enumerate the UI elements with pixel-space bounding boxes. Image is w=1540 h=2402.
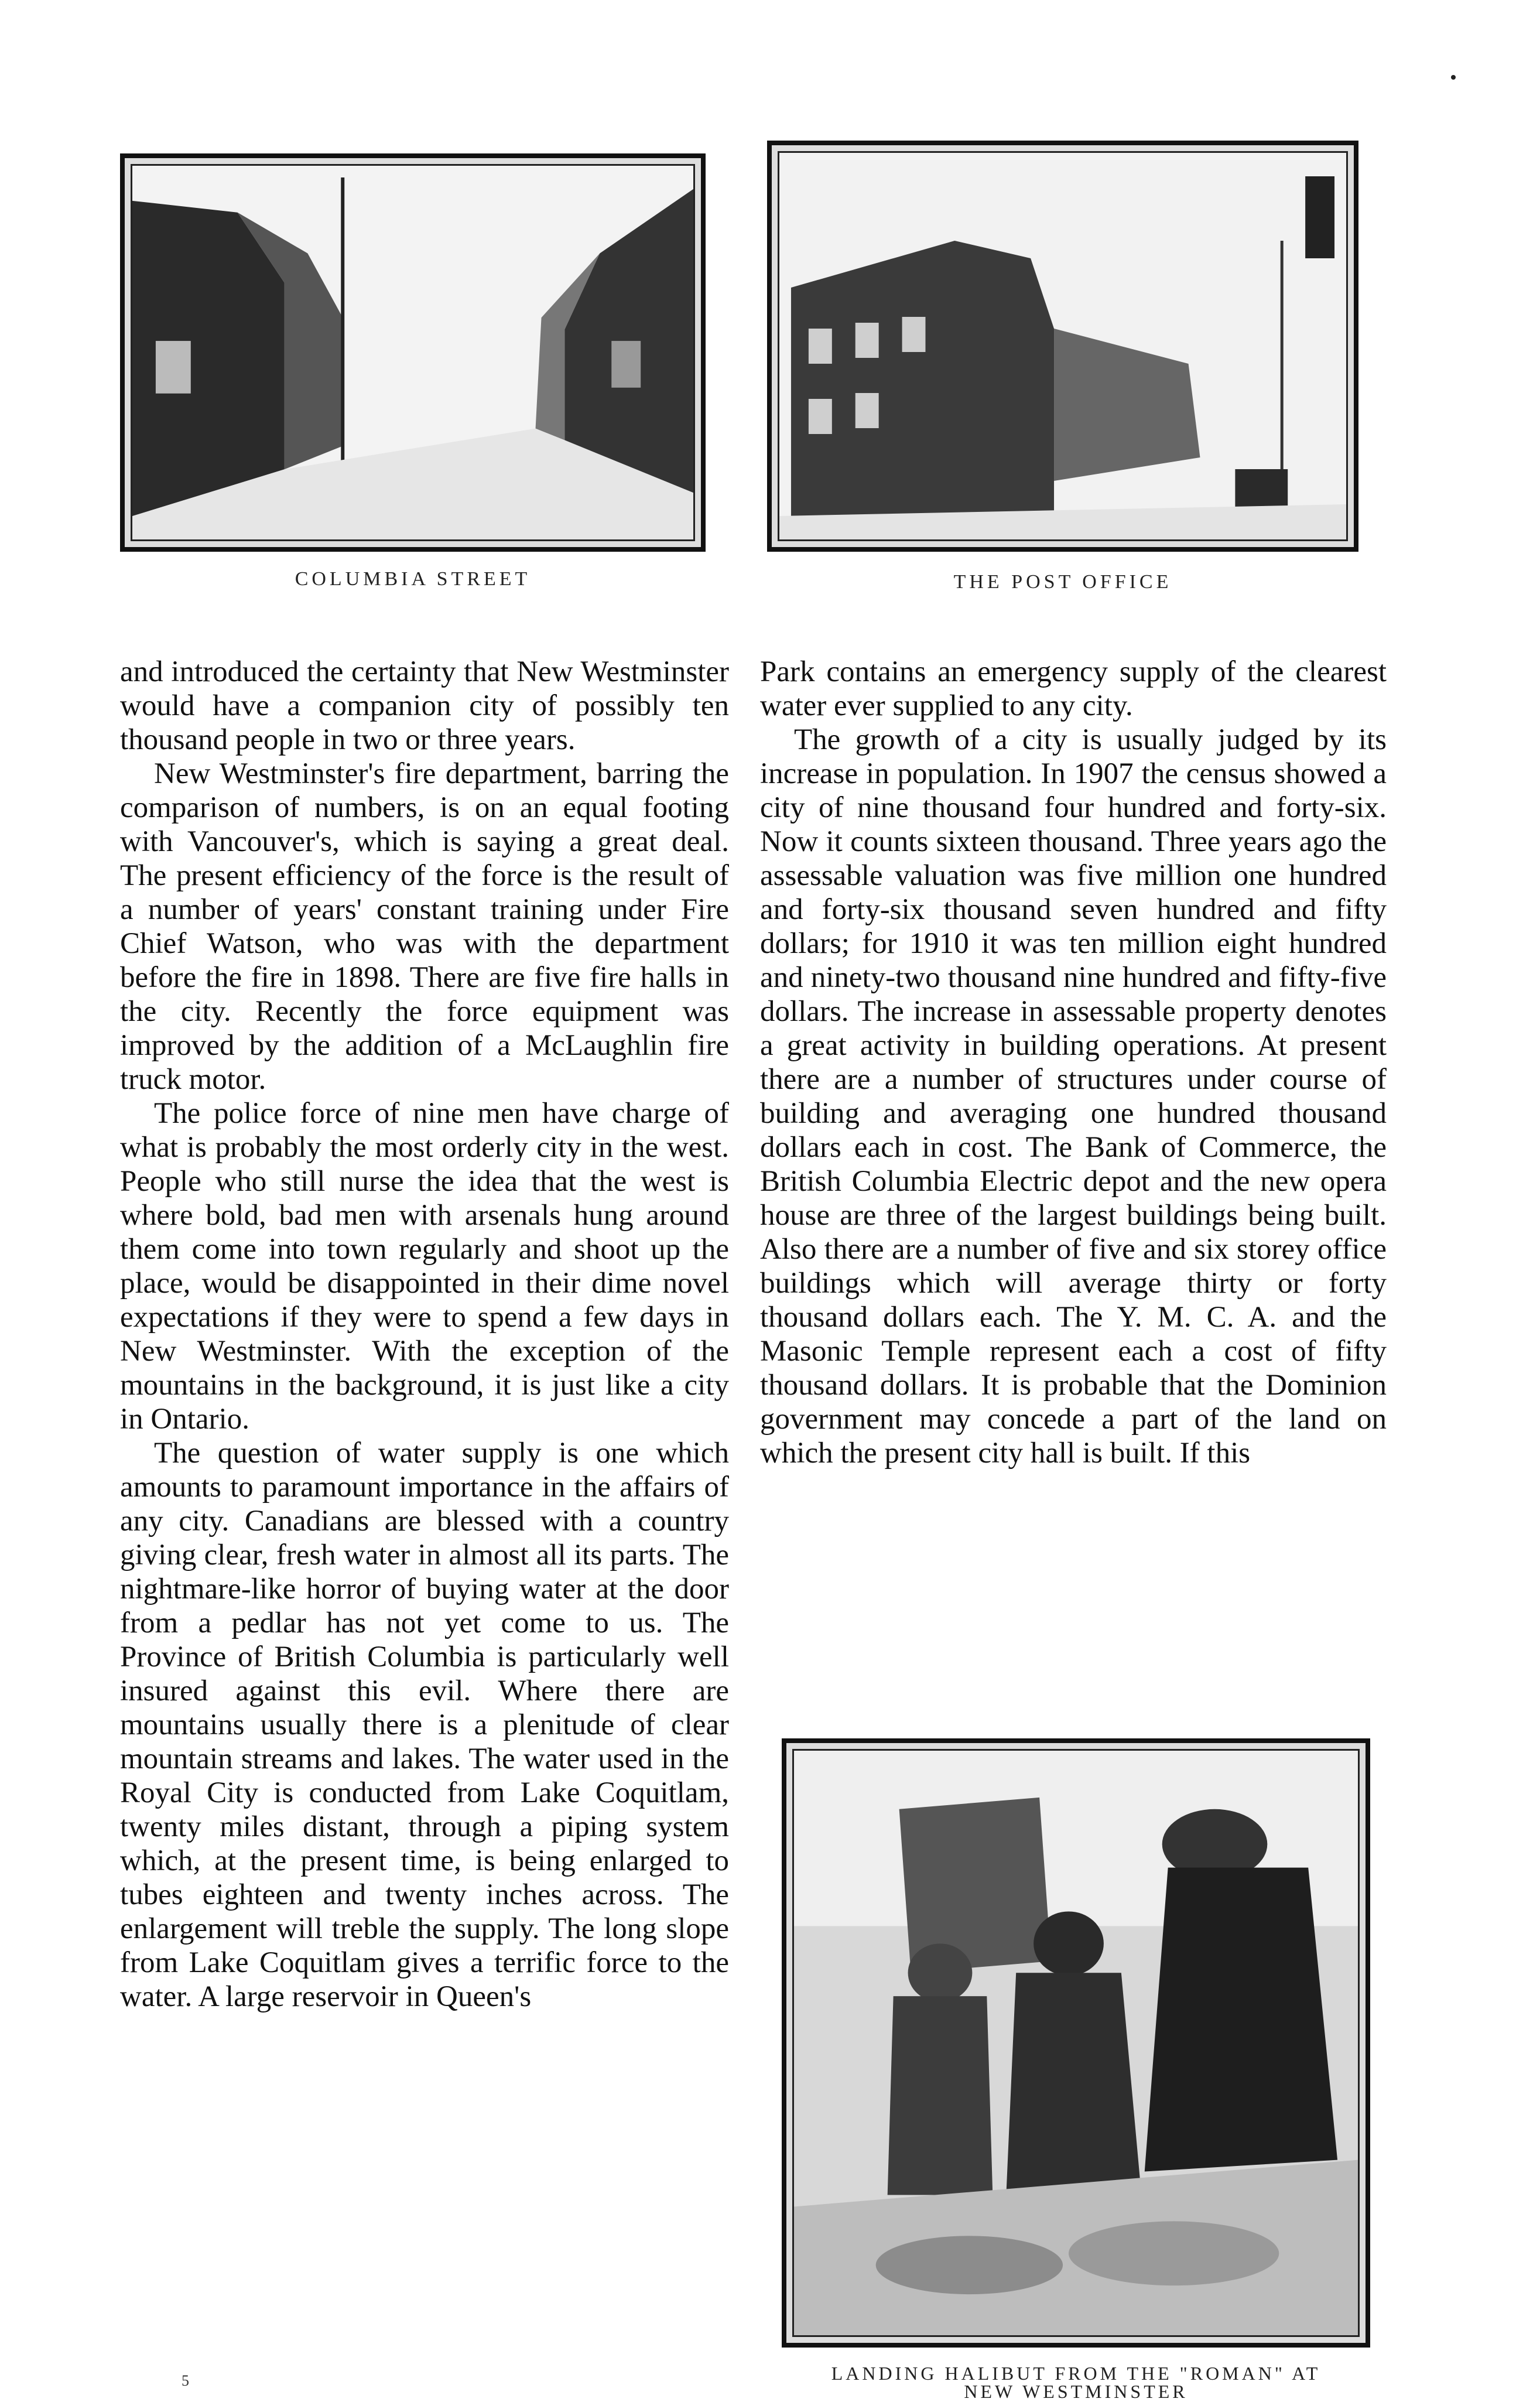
paragraph: Park contains an emergency supply of the clearest water ever supplied to any city. xyxy=(760,655,1387,722)
left-text-column xyxy=(120,655,729,2336)
photo-frame xyxy=(778,151,1348,541)
photo-columbia-street xyxy=(120,153,706,552)
paragraph: The police force of nine men have charge of what is probably the most orderly city in the west. People who still nurse the idea that the west is where bold, bad men with arsenals hung around them come into town regularly and shoot up the place, would be disappointed in their dime novel expectations if they were to spend a few days in New Westminster. With the exception of the mountains in the background, it is just like a city in Ontario. xyxy=(120,1097,729,1436)
page-folio: 5 xyxy=(182,2372,189,2389)
right-text-column xyxy=(760,655,1387,1674)
caption-columbia-street: COLUMBIA STREET xyxy=(295,568,531,590)
caption-post-office: THE POST OFFICE xyxy=(953,571,1172,593)
photo-frame xyxy=(792,1749,1360,2337)
fishermen-illustration xyxy=(794,1751,1358,2335)
photo-post-office xyxy=(767,141,1358,552)
printer-speck xyxy=(1451,75,1456,80)
paragraph: The growth of a city is usually judged by its increase in population. In 1907 the census showed a city of nine thousand four hundred and forty-six. Now it counts sixteen thousand. Three years ago the assessable valuation was five million one hundred and forty-six thousand seven hundred and fifty dollars; for 1910 it was ten million eight hundred and ninety-two thousand nine hundred and fifty-five dollars. The increase in assessable property denotes a great activity in building operations. At present there are a number of structures under course of building and averaging one hundred thousand dollars each in cost. The Bank of Commerce, the British Columbia Electric depot and the new opera house are three of the largest buildings being built. Also there are a number of five and six storey office buildings which will average thirty or forty thousand dollars each. The Y. M. C. A. and the Masonic Temple represent each a cost of fifty thousand dollars. It is probable that the Dominion government may concede a part of the land on which the present city hall is built. If this xyxy=(760,723,1387,1470)
paragraph: New Westminster's fire department, barring the comparison of numbers, is on an equal footing with Vancouver's, which is saying a great deal. The present efficiency of the force is the result of a number of years' constant training under Fire Chief Watson, who was with the department before the fire in 1898. There are five fire halls in the city. Recently the force equipment was improved by the addition of a McLaughlin fire truck motor. xyxy=(120,757,729,1096)
photo-landing-halibut xyxy=(782,1738,1370,2348)
street-scene-illustration xyxy=(132,166,693,539)
caption-landing-halibut xyxy=(782,2363,1370,2383)
post-office-illustration xyxy=(779,153,1346,539)
photo-frame xyxy=(131,164,695,541)
caption-line-1: LANDING HALIBUT FROM THE "ROMAN" AT xyxy=(831,2363,1321,2384)
paragraph: The question of water supply is one which amounts to paramount importance in the affairs of any city. Canadians are blessed with a country giving clear, fresh water in almost all its parts. The nightmare-like horror of buying water at the door from a pedlar has not yet come to us. The Province of British Columbia is particularly well insured against this evil. Where there are mountains usually there is a plenitude of clear mountain streams and lakes. The water used in the Royal City is conducted from Lake Coquitlam, twenty miles distant, through a piping system which, at the present time, is being enlarged to tubes eighteen and twenty inches across. The enlargement will treble the supply. The long slope from Lake Coquitlam gives a terrific force to the water. A large reservoir in Queen's xyxy=(120,1437,729,2013)
caption-landing-halibut-line-2: NEW WESTMINSTER xyxy=(964,2381,1188,2402)
paragraph: and introduced the certainty that New Westminster would have a companion city of possibly ten thousand people in two or three years. xyxy=(120,655,729,756)
